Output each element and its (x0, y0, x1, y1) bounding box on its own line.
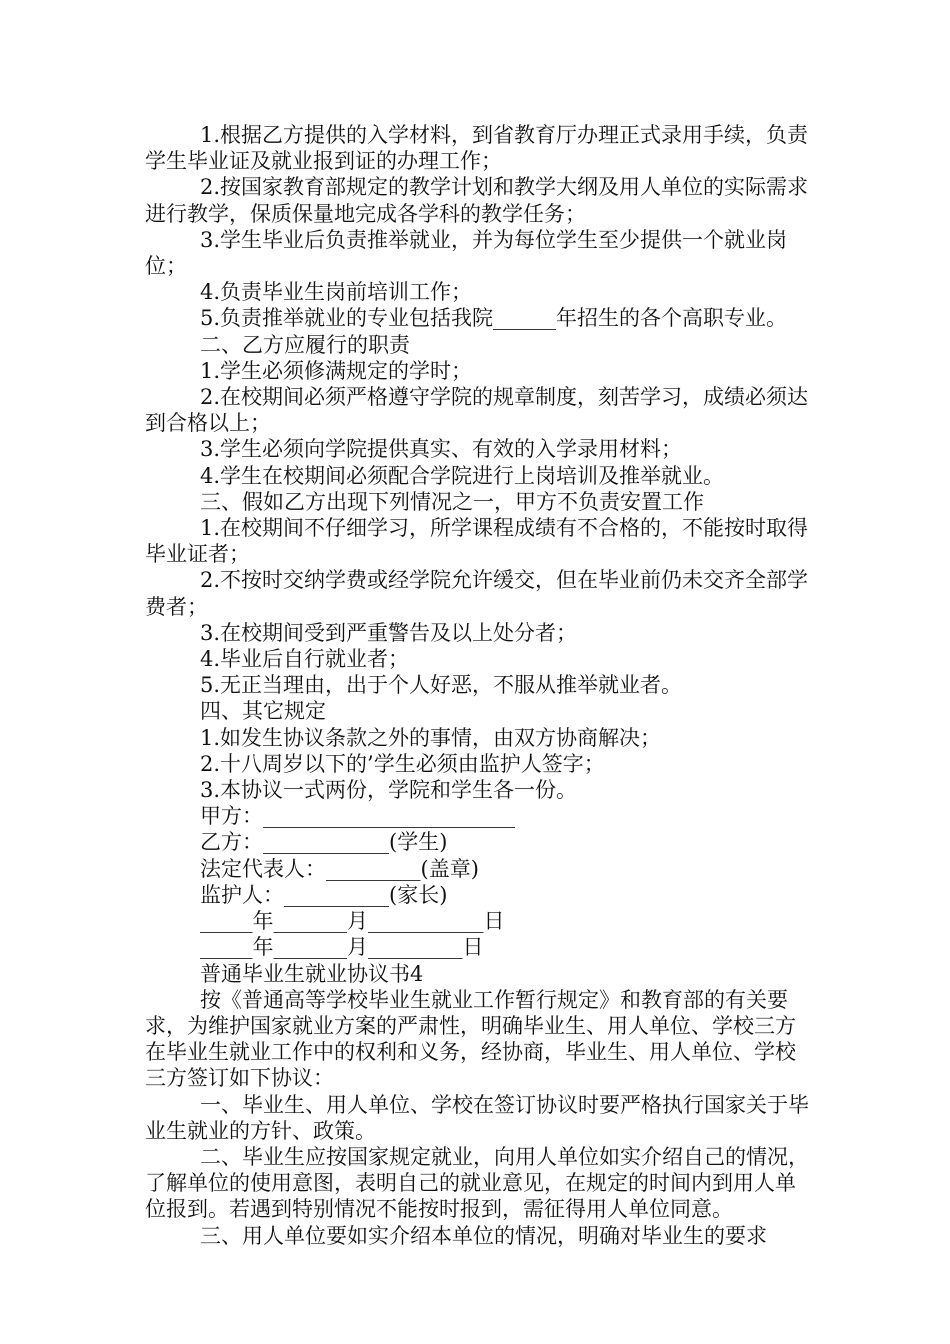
clause-d1: 1.如发生协议条款之外的事情，由双方协商解决； (200, 725, 662, 750)
clause-a3: 3.学生毕业后负责推举就业，并为每位学生至少提供一个就业岗位； (145, 227, 788, 279)
signature-party-a: 甲方：________________________ (200, 804, 515, 829)
clause-a2: 2.按国家教育部规定的教学计划和教学大纲及用人单位的实际需求进行教学，保质保量地完成各学科的教学任务； (145, 175, 809, 226)
section-heading-2: 二、乙方应履行的职责 (200, 332, 410, 357)
clause-b1: 1.学生必须修满规定的学时； (200, 358, 473, 383)
signature-guardian: 监护人：__________(家长) (200, 882, 448, 907)
agreement-clause-2: 二、毕业生应按国家规定就业，向用人单位如实介绍自己的情况，了解单位的使用意图，表明自己的就业意见，在规定的时间内到用人单位报到。若遇到特别情况不能按时报到，需征得用人单位同意。 (145, 1144, 809, 1222)
date-line-2: _____年_______月_________日 (200, 935, 484, 960)
clause-d3: 3.本协议一式两份，学院和学生各一份。 (200, 778, 578, 803)
signature-legal-rep: 法定代表人：_________(盖章) (200, 856, 479, 881)
clause-a5: 5.负责推举就业的专业包括我院______年招生的各个高职专业。 (200, 306, 788, 331)
clause-b3: 3.学生必须向学院提供真实、有效的入学录用材料； (200, 437, 683, 462)
clause-b4: 4.学生在校期间必须配合学院进行上岗培训及推举就业。 (200, 463, 725, 488)
date-line-1: _____年_______月___________日 (200, 909, 505, 934)
clause-a4: 4.负责毕业生岗前培训工作； (200, 280, 473, 305)
agreement-clause-1: 一、毕业生、用人单位、学校在签订协议时要严格执行国家关于毕业生就业的方针、政策。 (145, 1092, 809, 1143)
agreement-title: 普通毕业生就业协议书4 (200, 961, 424, 986)
document-body (145, 122, 815, 1249)
section-heading-3: 三、假如乙方出现下列情况之一，甲方不负责安置工作 (200, 489, 704, 514)
clause-c1: 1.在校期间不仔细学习，所学课程成绩有不合格的，不能按时取得毕业证者； (145, 516, 809, 567)
clause-c5: 5.无正当理由，出于个人好恶，不服从推举就业者。 (200, 673, 683, 698)
agreement-intro: 按《普通高等学校毕业生就业工作暂行规定》和教育部的有关要求，为维护国家就业方案的严肃性，明确毕业生、用人单位、学校三方在毕业生就业工作中的权利和义务，经协商，毕业生、用人单位、学校三方签订如下协议： (145, 987, 796, 1091)
signature-party-b: 乙方：____________(学生) (200, 830, 448, 855)
clause-b2: 2.在校期间必须严格遵守学院的规章制度，刻苦学习，成绩必须达到合格以上； (145, 385, 809, 436)
section-heading-4: 四、其它规定 (200, 699, 326, 724)
clause-c4: 4.毕业后自行就业者； (200, 647, 410, 672)
clause-d2: 2.十八周岁以下的’学生必须由监护人签字； (200, 751, 605, 776)
clause-c2: 2.不按时交纳学费或经学院允许缓交，但在毕业前仍未交齐全部学费者； (145, 568, 809, 619)
agreement-clause-3: 三、用人单位要如实介绍本单位的情况，明确对毕业生的要求 (200, 1223, 767, 1248)
clause-a1: 1.根据乙方提供的入学材料，到省教育厅办理正式录用手续，负责学生毕业证及就业报到证的办理工作； (145, 123, 809, 174)
clause-c3: 3.在校期间受到严重警告及以上处分者； (200, 620, 578, 645)
